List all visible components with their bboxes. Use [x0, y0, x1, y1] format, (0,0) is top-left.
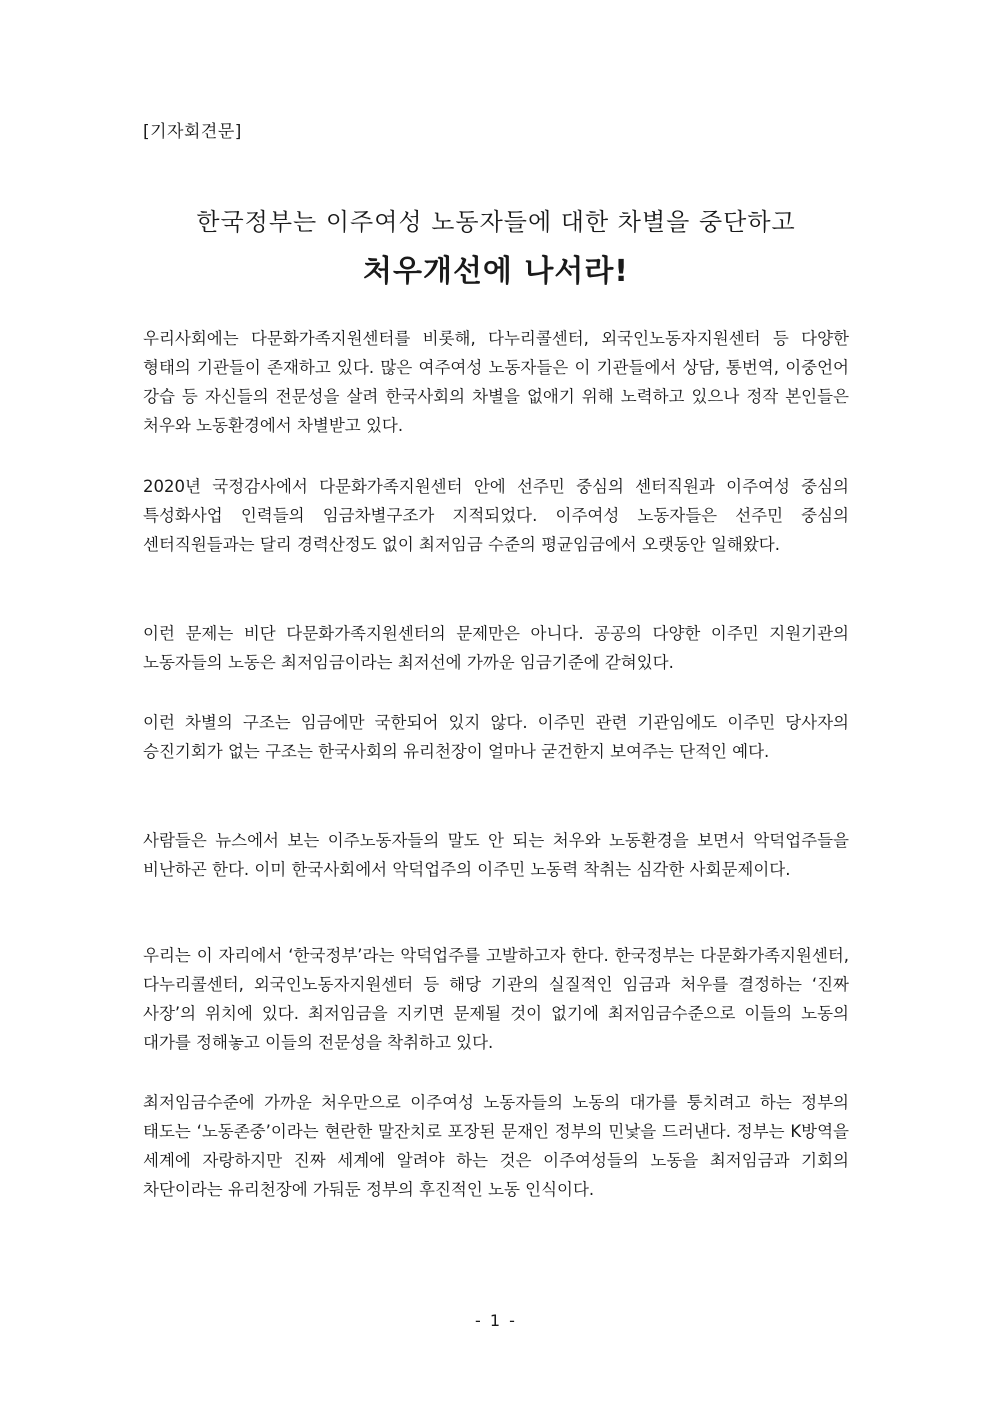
document-label: [기자회견문] [143, 122, 242, 142]
paragraph-5: 사람들은 뉴스에서 보는 이주노동자들의 말도 안 되는 처우와 노동환경을 보면서 악덕업주들을 비난하곤 한다. 이미 한국사회에서 악덕업주의 이주민 노동력 착취는 심각한 사회문제이다. [143, 831, 849, 879]
title-line-2: 처우개선에 나서라! [363, 254, 629, 289]
paragraph-4: 이런 차별의 구조는 임금에만 국한되어 있지 않다. 이주민 관련 기관임에도 이주민 당사자의 승진기회가 없는 구조는 한국사회의 유리천장이 얼마나 굳건한지 보여주는 단적인 예다. [143, 713, 849, 761]
paragraph-3: 이런 문제는 비단 다문화가족지원센터의 문제만은 아니다. 공공의 다양한 이주민 지원기관의 노동자들의 노동은 최저임금이라는 최저선에 가까운 임금기준에 갇혀있다. [143, 624, 849, 672]
paragraph-2: 2020년 국정감사에서 다문화가족지원센터 안에 선주민 중심의 센터직원과 이주여성 중심의 특성화사업 인력들의 임금차별구조가 지적되었다. 이주여성 노동자들은 선주민 중심의 센터직원들과는 달리 경력산정도 없이 최저임금 수준의 평균임금에서 오랫동안 일해왔다. [143, 477, 849, 554]
title-line-1: 한국정부는 이주여성 노동자들에 대한 차별을 중단하고 [196, 208, 796, 236]
page-number: - 1 - [475, 1311, 517, 1330]
paragraph-6: 우리는 이 자리에서 ‘한국정부’라는 악덕업주를 고발하고자 한다. 한국정부는 다문화가족지원센터, 다누리콜센터, 외국인노동자지원센터 등 해당 기관의 실질적인 임금과 처우를 결정하는 ‘진짜 사장’의 위치에 있다. 최저임금을 지키면 문제될 것이 없기에 최저임금수준으로 이들의 노동의 대가를 정해놓고 이들의 전문성을 착취하고 있다. [143, 946, 849, 1052]
paragraph-1: 우리사회에는 다문화가족지원센터를 비롯해, 다누리콜센터, 외국인노동자지원센터 등 다양한 형태의 기관들이 존재하고 있다. 많은 여주여성 노동자들은 이 기관들에서 상담, 통번역, 이중언어 강습 등 자신들의 전문성을 살려 한국사회의 차별을 없애기 위해 노력하고 있으나 정작 본인들은 처우와 노동환경에서 차별받고 있다. [143, 329, 849, 435]
paragraph-7: 최저임금수준에 가까운 처우만으로 이주여성 노동자들의 노동의 대가를 퉁치려고 하는 정부의 태도는 ‘노동존중’이라는 현란한 말잔치로 포장된 문재인 정부의 민낯을 드러낸다. 정부는 K방역을 세계에 자랑하지만 진짜 세계에 알려야 하는 것은 이주여성들의 노동을 최저임금과 기회의 차단이라는 유리천장에 가둬둔 정부의 후진적인 노동 인식이다. [143, 1093, 849, 1199]
